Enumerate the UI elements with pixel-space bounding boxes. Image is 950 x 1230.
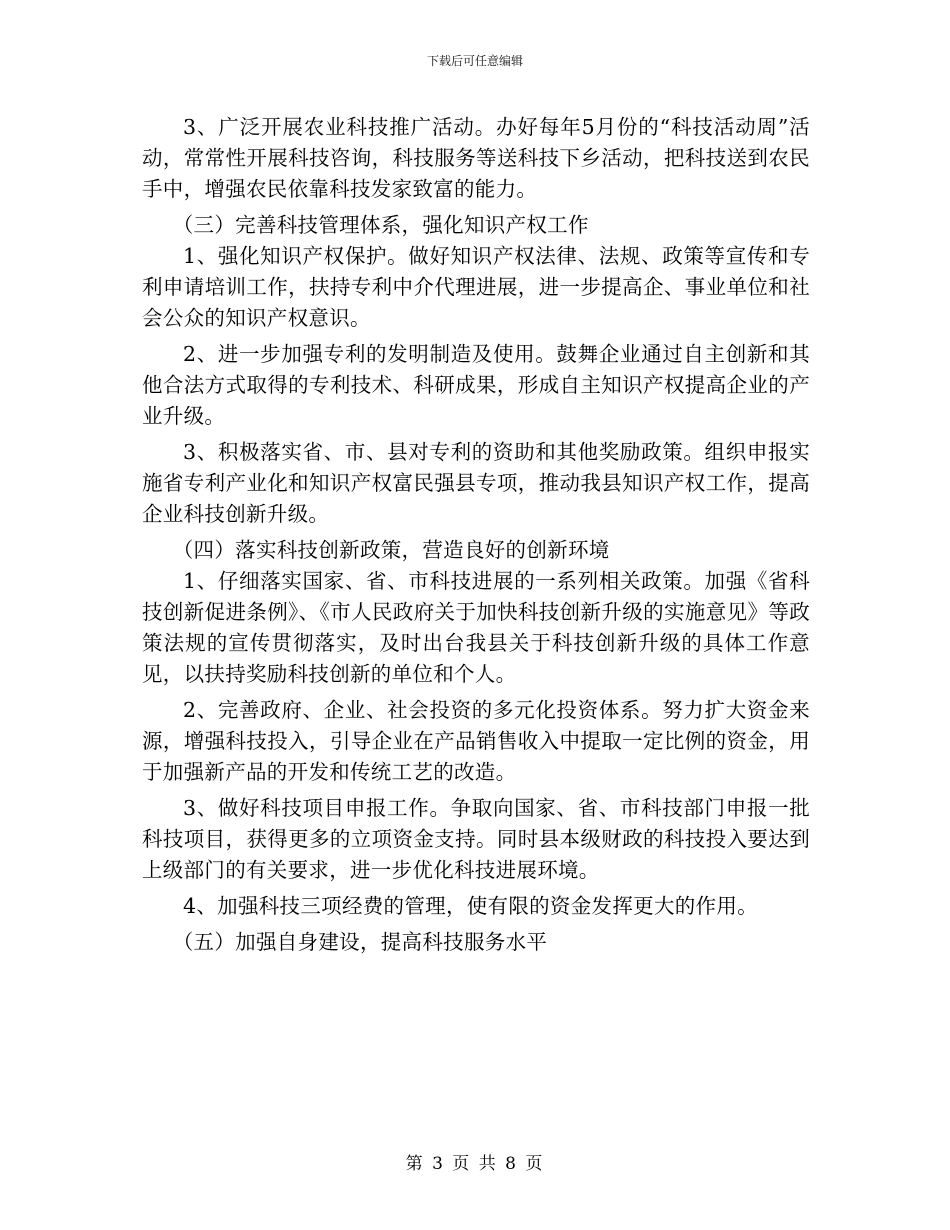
- section-heading-4: （四）落实科技创新政策，营造良好的创新环境: [172, 538, 610, 562]
- paragraph-project-application: 3、做好科技项目申报工作。争取向国家、省、市科技部门申报一批科技项目，获得更多的立项资金支持。同时县本级财政的科技投入要达到上级部门的有关要求，进一步优化科技进展环境。: [142, 796, 810, 882]
- paragraph-investment-system: 2、完善政府、企业、社会投资的多元化投资体系。努力扩大资金来源，增强科技投入，引导企业在产品销售收入中提取一定比例的资金，用于加强新产品的开发和传统工艺的改造。: [142, 698, 810, 784]
- page-header: 下载后可任意编辑: [426, 54, 523, 68]
- section-heading-5: （五）加强自身建设，提高科技服务水平: [172, 930, 548, 954]
- document-body: [142, 112, 810, 958]
- paragraph-patent-funding: 3、积极落实省、市、县对专利的资助和其他奖励政策。组织申报实施省专利产业化和知识产权富民强县专项，推动我县知识产权工作，提高企业科技创新升级。: [142, 440, 810, 526]
- section-heading-3: （三）完善科技管理体系，强化知识产权工作: [172, 213, 589, 237]
- paragraph-ip-protection: 1、强化知识产权保护。做好知识产权法律、法规、政策等宣传和专利申请培训工作，扶持专利中介代理进展，进一步提高企、事业单位和社会公众的知识产权意识。: [142, 244, 810, 330]
- paragraph-agri-promotion: 3、广泛开展农业科技推广活动。办好每年5月份的“科技活动周”活动，常常性开展科技咨询，科技服务等送科技下乡活动，把科技送到农民手中，增强农民依靠科技发家致富的能力。: [142, 115, 810, 201]
- paragraph-fund-management: 4、加强科技三项经费的管理，使有限的资金发挥更大的作用。: [183, 894, 758, 918]
- paragraph-patent-use: 2、进一步加强专利的发明制造及使用。鼓舞企业通过自主创新和其他合法方式取得的专利技术、科研成果，形成自主知识产权提高企业的产业升级。: [142, 342, 810, 428]
- paragraph-policy-implementation: 1、仔细落实国家、省、市科技进展的一系列相关政策。加强《省科技创新促进条例》、《市人民政府关于加快科技创新升级的实施意见》等政策法规的宣传贯彻落实，及时出台我县关于科技创新升级的具体工作意见，以扶持奖励科技创新的单位和个人。: [142, 569, 810, 686]
- page-number: 第 3 页 共 8 页: [405, 1154, 545, 1174]
